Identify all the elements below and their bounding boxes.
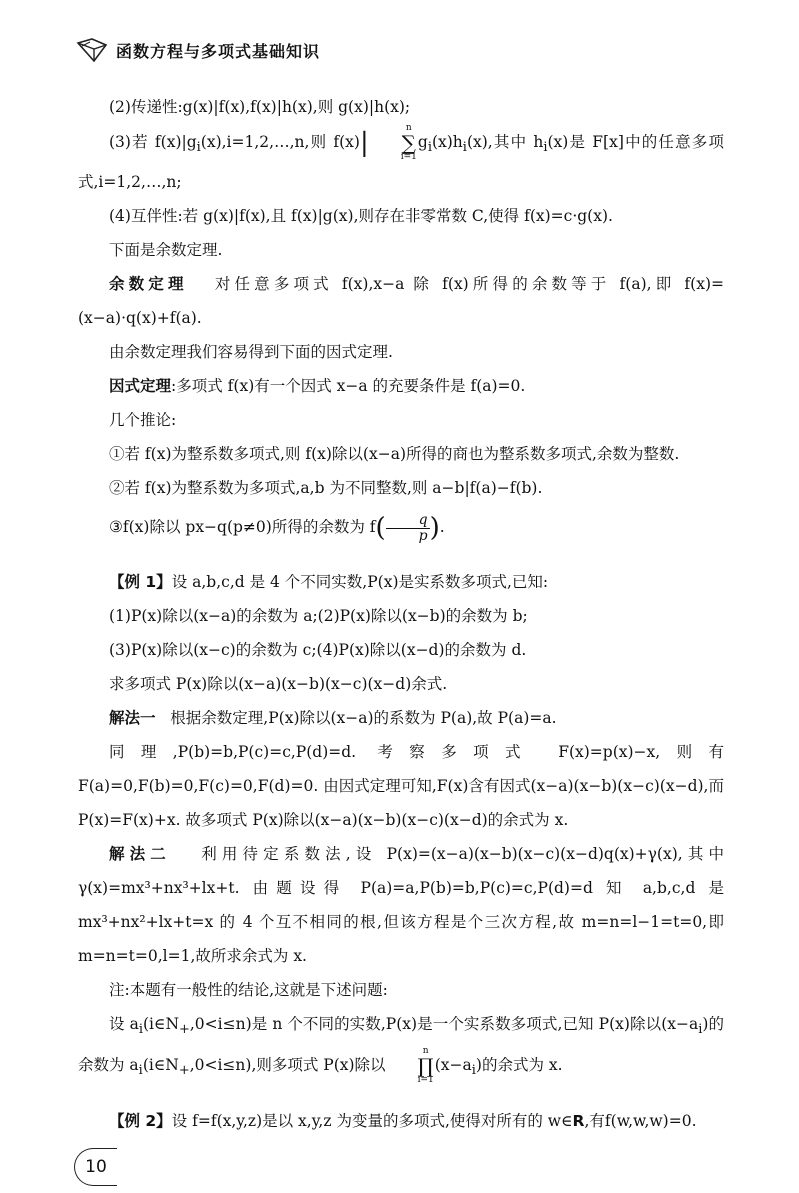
general-conclusion: 设 $a_i(i\in N_+,0<i\le n)$是 n 个不同的实数,P(x)是一个实系数多项式,已知 P(x)除以$(x-a_i)$的余数为 $a_i(i\in N_+,0<i\le n)$,则多项式 P(x)除以 n ∏ i=1 $(x-a_i)$的余式为 x. <box>78 1015 724 1086</box>
page-header-title: 函数方程与多项式基础知识 <box>116 41 321 61</box>
corollary-1: ①若 f(x)为整系数多项式,则 f(x)除以(x−a)所得的商也为整系数多项式,余数为整数. <box>109 445 680 464</box>
example-1: 【例 1】设 a,b,c,d 是 4 个不同实数,P(x)是实系数多项式,已知: <box>109 573 549 592</box>
solution-1: 解法一 根据余数定理,P(x)除以(x−a)的系数为 P(a),故 P(a)=a. <box>109 709 557 728</box>
example-1-conditions-b: (3)P(x)除以(x−c)的余数为 c;(4)P(x)除以(x−d)的余数为 d. <box>109 641 527 660</box>
page-header <box>76 36 320 64</box>
note: 注:本题有一般性的结论,这就是下述问题: <box>109 981 388 1000</box>
corollary-2: ②若 f(x)为整系数为多项式,a,b 为不同整数,则 a−b|f(a)−f(b). <box>109 479 543 498</box>
page-number: 10 <box>74 1148 117 1186</box>
folded-paper-logo-icon <box>76 37 110 63</box>
fraction-q-over-p: $\frac{q}{p}$ <box>386 513 430 543</box>
example-1-conditions-a: (1)P(x)除以(x−a)的余数为 a;(2)P(x)除以(x−b)的余数为 b; <box>109 607 528 626</box>
property-4: (4)互伴性:若 g(x)|f(x),且 f(x)|g(x),则存在非零常数 C,使得 f(x)=c·g(x). <box>109 207 613 226</box>
solution-1-continued: 同理,P(b)=b,P(c)=c,P(d)=d. 考察多项式 F(x)=p(x)−x,则有 F(a)=0,F(b)=0,F(c)=0,F(d)=0. 由因式定理可知,F(x)含有因式(x−a)(x−b)(x−c)(x−d),而 P(x)=F(x)+x. 故多项式 P(x)除以(x−a)(x−b)(x−c)(x−d)的余式为 x. <box>78 743 724 830</box>
property-3: (3)若 $f(x)|g_i(x),i=1,2,\dots,n$,则 f(x)| n ∑ i=1 $g_i(x)h_i(x)$,其中 $h_i(x)$是 F[x]中的任意多项式,i=1,2,…,n; <box>78 123 724 192</box>
property-2: (2)传递性:g(x)|f(x),f(x)|h(x),则 g(x)|h(x); <box>109 98 411 116</box>
page-content <box>78 90 724 1138</box>
example-2: 【例 2】设 f=f(x,y,z)是以 x,y,z 为变量的多项式,使得对所有的 w∈R,有f(w,w,w)=0. <box>109 1112 697 1131</box>
product-symbol: n ∏ i=1 <box>417 1046 434 1086</box>
summation-symbol: n ∑ i=1 <box>400 123 417 162</box>
corollary-3: ③f(x)除以 px−q(p≠0)所得的余数为 f( $\frac{q}{p}$ ). <box>109 511 445 544</box>
remainder-theorem: 余数定理 对任意多项式 f(x),x−a 除 f(x)所得的余数等于 f(a),即 f(x)=(x−a)·q(x)+f(a). <box>78 275 724 328</box>
corollary-intro: 几个推论: <box>109 411 177 430</box>
example-1-question: 求多项式 P(x)除以(x−a)(x−b)(x−c)(x−d)余式. <box>109 675 448 694</box>
factor-intro: 由余数定理我们容易得到下面的因式定理. <box>109 343 393 362</box>
factor-theorem: 因式定理:多项式 f(x)有一个因式 x−a 的充要条件是 f(a)=0. <box>109 377 526 396</box>
solution-2: 解法二 利用待定系数法,设 P(x)=(x−a)(x−b)(x−c)(x−d)q(x)+γ(x),其中 γ(x)=mx³+nx³+lx+t. 由题设得 P(a)=a,P(b)=b,P(c)=c,P(d)=d 知 a,b,c,d 是 mx³+nx²+lx+t=x 的 4 个互不相同的根,但该方程是个三次方程,故 m=n=l−1=t=0,即 m=n=t=0,l=1,故所求余式为 x. <box>78 845 724 966</box>
remainder-intro: 下面是余数定理. <box>109 241 223 260</box>
